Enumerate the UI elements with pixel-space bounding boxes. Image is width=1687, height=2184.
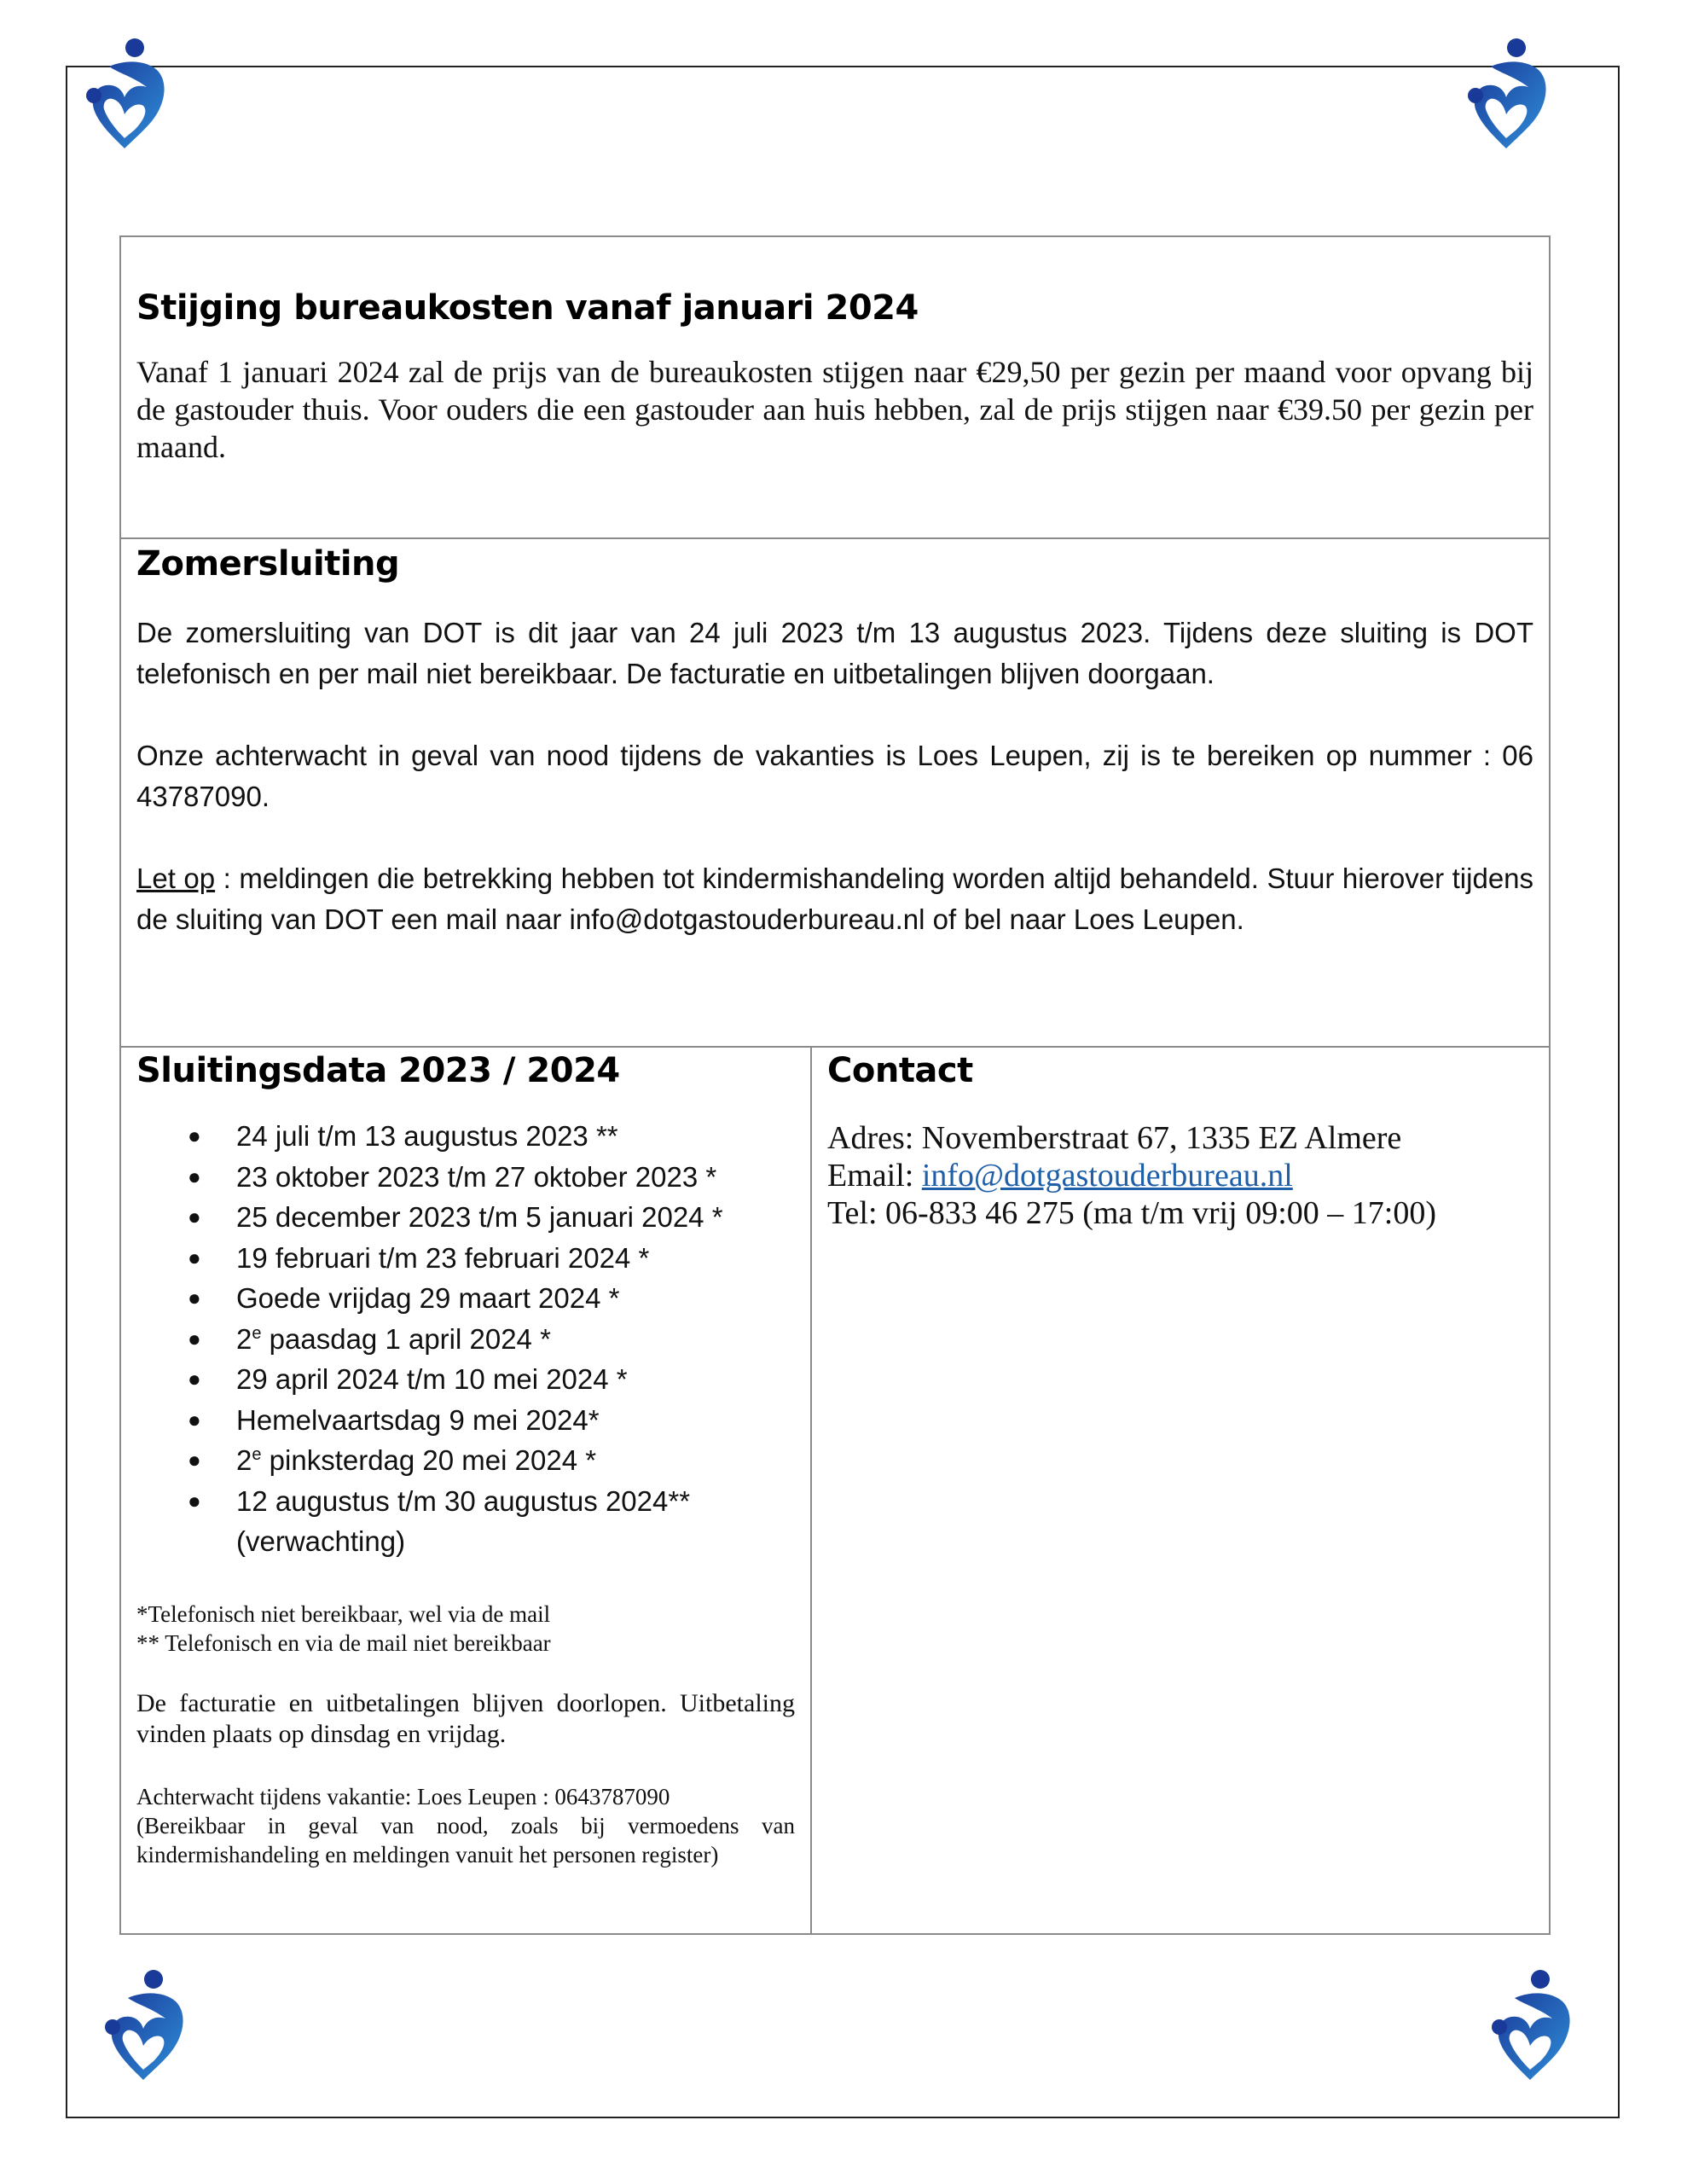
email-label: Email:: [827, 1158, 922, 1194]
contact-phone: Tel: 06-833 46 275 (ma t/m vrij 09:00 – 17:00): [827, 1195, 1436, 1231]
list-item: ● 25 december 2023 t/m 5 januari 2024 *: [188, 1201, 723, 1233]
contact-email-line: [827, 1157, 1533, 1194]
summer-heading: Zomersluiting: [136, 544, 400, 584]
logo-bottom-left-icon: [92, 1967, 203, 2091]
backup-note: (Bereikbaar in geval van nood, zoals bij vermoedens van kindermishandeling en meldingen vanuit het personen register): [136, 1812, 795, 1867]
footnote-single-star: *Telefonisch niet bereikbaar, wel via de mail: [136, 1600, 551, 1627]
closure-dates-list: [136, 1116, 795, 1562]
logo-bottom-right-icon: [1479, 1967, 1590, 2091]
contact-section: [811, 1047, 1550, 1934]
list-item: ● 2e pinksterdag 20 mei 2024 *: [188, 1444, 597, 1476]
costs-heading: Stijging bureaukosten vanaf januari 2024: [136, 288, 919, 328]
footnote-double-star: ** Telefonisch en via de mail niet bereikbaar: [136, 1629, 551, 1656]
contact-address: Adres: Novemberstraat 67, 1335 EZ Almere: [827, 1120, 1402, 1156]
dates-heading: Sluitingsdata 2023 / 2024: [136, 1051, 620, 1090]
list-item: ● 23 oktober 2023 t/m 27 oktober 2023 *: [188, 1160, 717, 1193]
list-item: ● 19 februari t/m 23 februari 2024 *: [188, 1241, 650, 1274]
billing-note: De facturatie en uitbetalingen blijven doorlopen. Uitbetaling vinden plaats op dinsdag en vrijdag.: [136, 1688, 795, 1748]
contact-heading: Contact: [827, 1051, 973, 1090]
newsletter-table: [119, 235, 1551, 1935]
notice-text: [136, 858, 1533, 940]
list-item: ● 12 augustus t/m 30 augustus 2024** (verwachting): [188, 1484, 691, 1557]
backup-line: Achterwacht tijdens vakantie: Loes Leupen : 0643787090: [136, 1783, 670, 1809]
notice-label: Let op: [136, 863, 216, 894]
logo-top-left-icon: [73, 36, 184, 160]
logo-top-right-icon: [1455, 36, 1566, 160]
notice-body: : meldingen die betrekking hebben tot kindermishandeling worden altijd behandeld. Stuur hierover tijdens de sluiting van DOT een mail naar info@dotgastouderbureau.nl of bel naar Loes Leupen.: [136, 863, 1534, 935]
summer-closure-text: De zomersluiting van DOT is dit jaar van 24 juli 2023 t/m 13 augustus 2023. Tijdens deze sluiting is DOT telefonisch en per mail niet bereikbaar. De facturatie en uitbetalingen blijven doorgaan.: [136, 617, 1534, 689]
email-link[interactable]: info@dotgastouderbureau.nl: [921, 1158, 1293, 1194]
summer-section: [120, 538, 1550, 1047]
costs-body: Vanaf 1 januari 2024 zal de prijs van de bureaukosten stijgen naar €29,50 per gezin per maand voor opvang bij de gastouder thuis. Voor ouders die een gastouder aan huis hebben, zal de prijs stijgen naar €39.50 per gezin per maand.: [136, 355, 1534, 464]
list-item: ● Goede vrijdag 29 maart 2024 *: [188, 1282, 620, 1314]
costs-section: [120, 236, 1550, 538]
dates-section: [120, 1047, 811, 1934]
backup-contact-text: Onze achterwacht in geval van nood tijdens de vakanties is Loes Leupen, zij is te bereiken op nummer : 06 43787090.: [136, 740, 1534, 812]
list-item: ● 24 juli t/m 13 augustus 2023 **: [188, 1120, 618, 1152]
list-item: ● Hemelvaartsdag 9 mei 2024*: [188, 1403, 600, 1436]
list-item: ● 2e paasdag 1 april 2024 *: [188, 1322, 551, 1355]
list-item: ● 29 april 2024 t/m 10 mei 2024 *: [188, 1363, 628, 1395]
